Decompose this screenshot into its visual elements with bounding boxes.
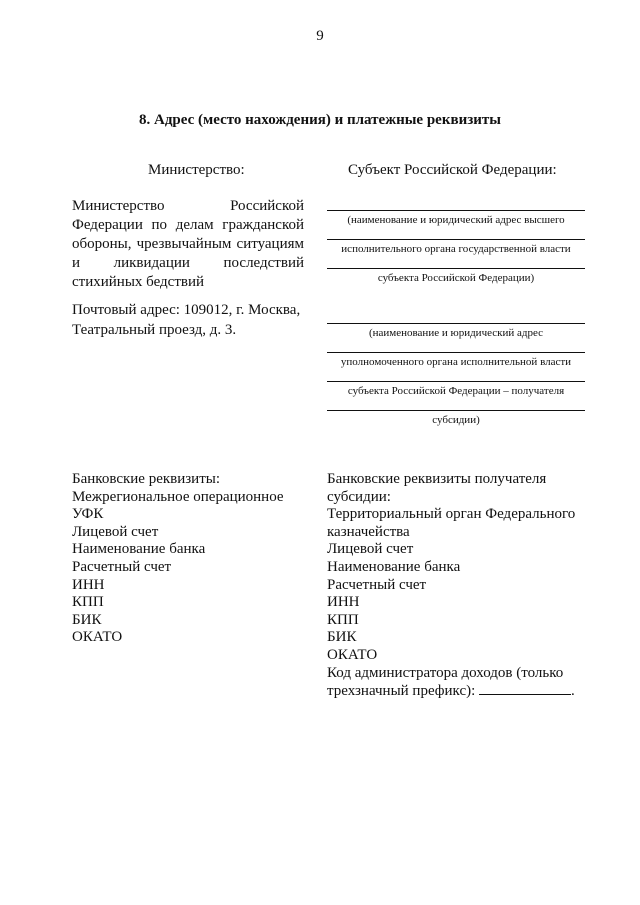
bank-detail-line: Банковские реквизиты: xyxy=(72,471,221,487)
form-line xyxy=(327,371,585,400)
postal-address-line: Театральный проезд, д. 3. xyxy=(72,322,237,338)
postal-address xyxy=(72,300,312,340)
section-title: 8. Адрес (место нахождения) и платежные реквизиты xyxy=(139,112,501,128)
line-end-period: . xyxy=(571,683,575,700)
field-caption: субъекта Российской Федерации) xyxy=(377,272,535,284)
field-caption: исполнительного органа государственной власти xyxy=(341,243,571,255)
bank-detail-line: БИК xyxy=(327,629,357,646)
postal-address-line: Почтовый адрес: 109012, г. Москва, xyxy=(72,302,301,318)
bank-detail-line: Территориальный орган Федерального xyxy=(327,506,576,523)
form-line xyxy=(327,313,585,342)
ministry-bank-details xyxy=(72,471,312,647)
subject-header: Субъект Российской Федерации: xyxy=(348,162,557,178)
revenue-admin-code-line xyxy=(327,682,587,701)
field-caption: субъекта Российской Федерации – получателя xyxy=(347,385,565,397)
ministry-name-line: и ликвидации последствий xyxy=(72,255,304,271)
bank-detail-line: ОКАТО xyxy=(72,629,123,646)
bank-detail-line: Расчетный счет xyxy=(327,576,427,593)
bank-detail-line: Межрегиональное операционное xyxy=(72,488,284,505)
bank-detail-line: Лицевой счет xyxy=(327,541,414,558)
bank-detail-line: ОКАТО xyxy=(327,646,378,663)
form-line xyxy=(327,400,585,429)
bank-detail-line: КПП xyxy=(327,611,359,628)
bank-detail-line: ИНН xyxy=(327,594,360,611)
bank-detail-line: УФК xyxy=(72,506,104,523)
page-number: 9 xyxy=(316,28,324,44)
bank-detail-line: Расчетный счет xyxy=(72,558,172,575)
ministry-name-line: стихийных бедствий xyxy=(72,274,205,290)
bank-detail-line: субсидии: xyxy=(327,488,391,505)
bank-detail-line: ИНН xyxy=(72,576,105,593)
bank-detail-line: Код администратора доходов (только xyxy=(327,664,564,681)
field-caption: субсидии) xyxy=(432,414,480,426)
subject-authority-field xyxy=(327,200,585,287)
bank-detail-line: казначейства xyxy=(327,523,410,540)
ministry-name-line: Федерации по делам гражданской xyxy=(72,217,304,233)
ministry-name-line: обороны, чрезвычайным ситуациям xyxy=(72,236,304,252)
bank-detail-line: КПП xyxy=(72,594,104,611)
field-caption: (наименование и юридический адрес высшего xyxy=(347,214,565,226)
bank-detail-line: Наименование банка xyxy=(72,541,206,558)
ministry-name xyxy=(72,197,304,292)
authorized-body-field xyxy=(327,313,585,429)
ministry-header: Министерство: xyxy=(148,162,245,178)
form-line xyxy=(327,342,585,371)
revenue-admin-code-blank xyxy=(479,682,571,695)
bank-detail-line: Банковские реквизиты получателя xyxy=(327,471,547,487)
revenue-admin-code-label: трехзначный префикс): xyxy=(327,683,476,700)
field-caption: уполномоченного органа исполнительной власти xyxy=(340,356,572,368)
recipient-bank-details xyxy=(327,471,587,701)
bank-detail-line: Лицевой счет xyxy=(72,523,159,540)
field-caption: (наименование и юридический адрес xyxy=(368,327,544,339)
bank-detail-line: Наименование банка xyxy=(327,558,461,575)
form-line xyxy=(327,229,585,258)
bank-detail-line: БИК xyxy=(72,611,102,628)
form-line xyxy=(327,200,585,229)
ministry-name-line: Министерство Российской xyxy=(72,198,304,214)
form-line xyxy=(327,258,585,287)
